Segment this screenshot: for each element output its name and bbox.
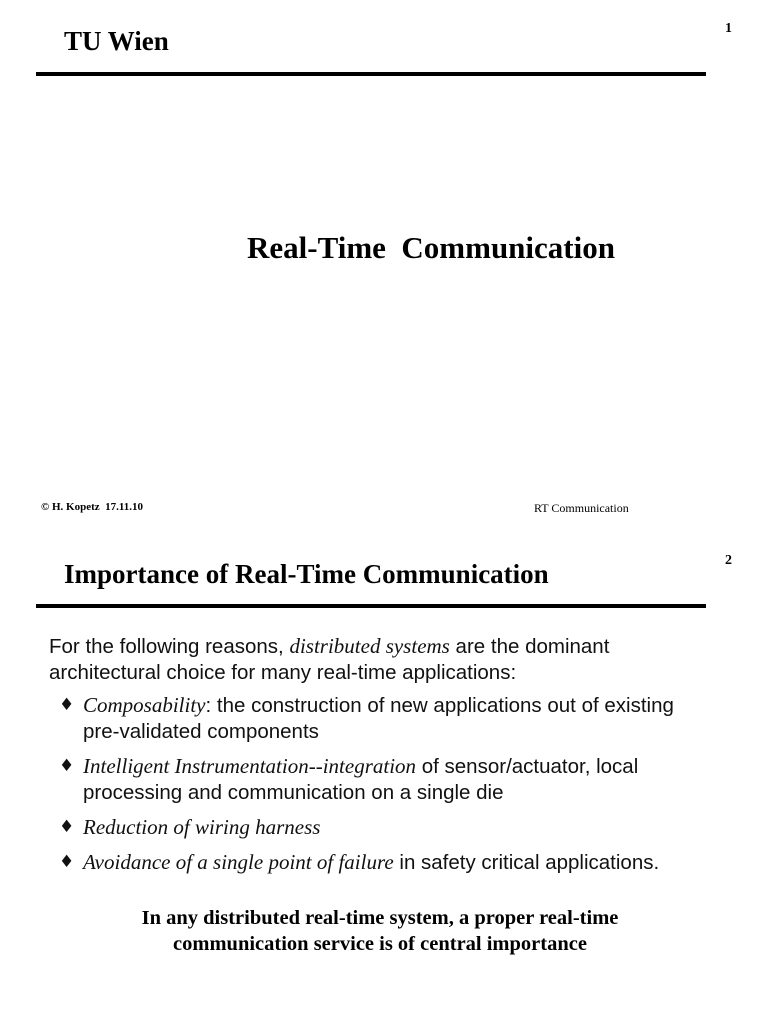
diamond-bullet-icon: ♦ bbox=[59, 852, 75, 872]
list-item bbox=[49, 814, 709, 841]
conclusion-line: communication service is of central importance bbox=[173, 933, 587, 955]
bullet-emphasis: Avoidance of a single point of failure bbox=[83, 850, 394, 874]
bullet-emphasis: Composability bbox=[83, 693, 206, 717]
diamond-bullet-icon: ♦ bbox=[59, 695, 75, 715]
slide-title: Real-Time Communication bbox=[247, 230, 615, 265]
bullet-emphasis: Intelligent Instrumentation--integration bbox=[83, 754, 417, 778]
bullet-emphasis: Reduction of wiring harness bbox=[83, 815, 321, 839]
slide-number: 1 bbox=[725, 21, 732, 36]
bullet-list bbox=[49, 692, 709, 876]
list-item bbox=[49, 692, 709, 745]
intro-paragraph bbox=[49, 633, 709, 686]
slide-heading: Importance of Real-Time Communication bbox=[64, 559, 549, 589]
footer-author-date: © H. Kopetz 17.11.10 bbox=[41, 501, 144, 513]
intro-text: For the following reasons, bbox=[49, 635, 290, 658]
bullet-text: : the construction of new applications out of existing pre-validated components bbox=[83, 694, 674, 743]
header-rule bbox=[36, 604, 706, 608]
slide-2 bbox=[0, 532, 768, 1024]
bullet-text: of sensor/actuator, local processing and communication on a single die bbox=[83, 755, 639, 804]
list-item bbox=[49, 753, 709, 806]
header-title: TU Wien bbox=[64, 26, 169, 56]
conclusion-statement bbox=[60, 905, 700, 957]
diamond-bullet-icon: ♦ bbox=[59, 817, 75, 837]
intro-emphasis: distributed systems bbox=[289, 634, 450, 658]
header-rule bbox=[36, 72, 706, 76]
diamond-bullet-icon: ♦ bbox=[59, 756, 75, 776]
list-item bbox=[49, 849, 709, 876]
conclusion-line: In any distributed real-time system, a proper real-time bbox=[141, 907, 619, 929]
bullet-text: in safety critical applications. bbox=[393, 851, 660, 874]
intro-text: are the dominant architectural choice for many real-time applications: bbox=[49, 635, 610, 684]
slide-number: 2 bbox=[725, 553, 732, 568]
footer-course-title: RT Communication bbox=[534, 501, 629, 515]
slide-body bbox=[49, 633, 709, 884]
